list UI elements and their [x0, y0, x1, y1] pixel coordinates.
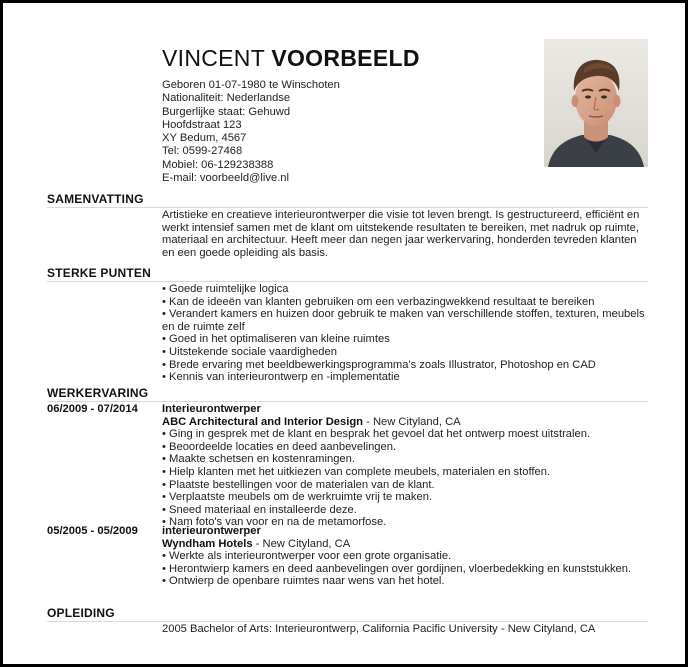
email: E-mail: voorbeeld@live.nl	[162, 172, 290, 185]
job-1-company: ABC Architectural and Interior Design	[162, 415, 363, 428]
job-1-employer	[162, 416, 652, 429]
list-item: • Werkte als interieurontwerper voor een grote organisatie.	[162, 550, 452, 563]
summary-heading: SAMENVATTING	[47, 192, 144, 206]
first-name: VINCENT	[162, 45, 265, 71]
postal-city: XY Bedum, 4567	[162, 132, 247, 145]
strengths-heading: STERKE PUNTEN	[47, 266, 151, 280]
job-2-dates: 05/2005 - 05/2009	[47, 525, 138, 537]
education-heading: OPLEIDING	[47, 606, 115, 620]
nationality: Nationaliteit: Nederlandse	[162, 92, 291, 105]
job-1-location: - New Cityland, CA	[363, 415, 461, 428]
list-item: • Beoordeelde locaties en deed aanbevelingen.	[162, 440, 397, 453]
list-item: • Ontwierp de openbare ruimtes naar wens van het hotel.	[162, 575, 445, 588]
mobile: Mobiel: 06-129238388	[162, 158, 274, 171]
job-2	[162, 525, 652, 588]
job-1	[162, 403, 652, 529]
list-item: • Verplaatste meubels om de werkruimte vrij te maken.	[162, 491, 433, 504]
list-item: • Nam foto's van voor en na de metamorfose.	[162, 516, 387, 529]
list-item: • Hielp klanten met het uitkiezen van complete meubels, materialen en stoffen.	[162, 465, 551, 478]
job-2-role: interieurontwerper	[162, 525, 261, 537]
job-1-role: Interieurontwerper	[162, 403, 261, 415]
list-item: • Maakte schetsen en kostenramingen.	[162, 453, 355, 466]
list-item: • Herontwierp kamers en deed aanbevelingen over gordijnen, vloerbedekking en kunststukken.	[162, 562, 632, 575]
street-address: Hoofdstraat 123	[162, 118, 242, 131]
birth-info: Geboren 01-07-1980 te Winschoten	[162, 79, 340, 91]
list-item: • Sneed materiaal en installeerde deze.	[162, 503, 357, 516]
marital-status: Burgerlijke staat: Gehuwd	[162, 105, 291, 118]
phone: Tel: 0599-27468	[162, 145, 243, 158]
candidate-name	[162, 45, 420, 72]
list-item: • Goed in het optimaliseren van kleine ruimtes	[162, 333, 390, 346]
job-1-dates: 06/2009 - 07/2014	[47, 403, 138, 415]
job-2-employer	[162, 538, 652, 551]
summary-text: Artistieke en creatieve interieurontwerper die visie tot leven brengt. Is gestructureerd, efficiënt en werkt intensief samen met de klant om uitstekende resultaten te bereiken, met nadruk op ruimte, materiaal en architectuur. Heeft meer dan negen jaar werkervaring, honderden tevreden klanten en een goede opleiding als basis.	[162, 209, 640, 259]
profile-photo	[544, 39, 648, 167]
experience-divider	[47, 401, 648, 402]
list-item: • Verandert kamers en huizen door gebruik te maken van verschillende stoffen, texturen, meubels en de ruimte zelf	[162, 308, 645, 333]
last-name: VOORBEELD	[271, 45, 420, 71]
summary-divider	[47, 207, 648, 208]
education-divider	[47, 621, 648, 622]
list-item: • Brede ervaring met beeldbewerkingsprogramma's zoals Illustrator, Photoshop en CAD	[162, 358, 596, 371]
job-2-company: Wyndham Hotels	[162, 537, 253, 550]
list-item: • Uitstekende sociale vaardigheden	[162, 345, 337, 358]
list-item: • Kennis van interieurontwerp en -implementatie	[162, 371, 400, 384]
list-item: • Goede ruimtelijke logica	[162, 283, 289, 295]
education-text: 2005 Bachelor of Arts: Interieurontwerp, California Pacific University - New Cityland, CA	[162, 623, 596, 635]
contact-details	[162, 79, 340, 185]
list-item: • Ging in gesprek met de klant en besprak het gevoel dat het ontwerp moest uitstralen.	[162, 428, 591, 441]
job-2-location: - New Cityland, CA	[252, 537, 351, 550]
experience-heading: WERKERVARING	[47, 386, 149, 400]
strengths-divider	[47, 281, 648, 282]
strengths-list	[162, 283, 652, 384]
list-item: • Plaatste bestellingen voor de materialen van de klant.	[162, 478, 435, 491]
list-item: • Kan de ideeën van klanten gebruiken om een verbazingwekkend resultaat te bereiken	[162, 295, 595, 308]
